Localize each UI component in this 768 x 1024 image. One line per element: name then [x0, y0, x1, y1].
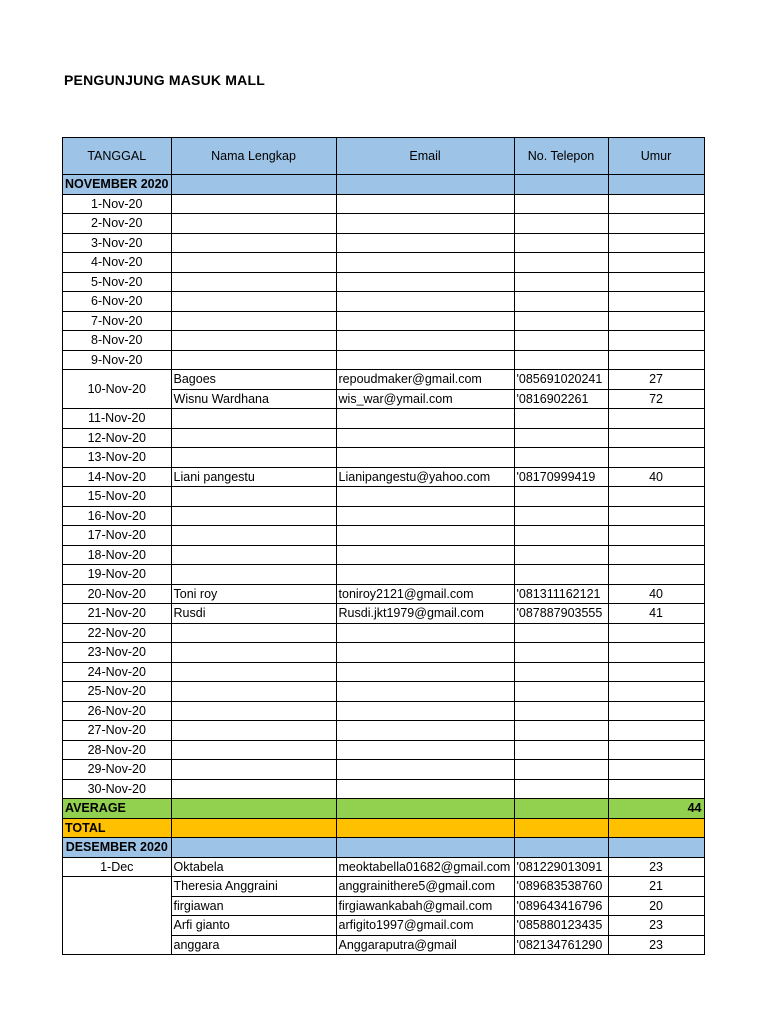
cell-empty	[336, 565, 514, 585]
cell-empty	[171, 545, 336, 565]
table-row	[63, 331, 705, 351]
visitor-age: 41	[608, 604, 704, 624]
cell-empty	[608, 175, 704, 195]
cell-empty	[336, 623, 514, 643]
cell-empty	[514, 350, 608, 370]
date-cell: 6-Nov-20	[63, 292, 172, 312]
cell-empty	[608, 818, 704, 838]
header-no-telepon: No. Telepon	[514, 138, 608, 175]
date-cell: 1-Nov-20	[63, 194, 172, 214]
cell-empty	[171, 175, 336, 195]
total-label: TOTAL	[63, 818, 172, 838]
cell-empty	[336, 701, 514, 721]
visitor-name: anggara	[171, 935, 336, 955]
cell-empty	[608, 682, 704, 702]
cell-empty	[514, 779, 608, 799]
date-cell: 20-Nov-20	[63, 584, 172, 604]
cell-empty	[336, 350, 514, 370]
cell-empty	[336, 506, 514, 526]
date-cell: 12-Nov-20	[63, 428, 172, 448]
cell-empty	[336, 233, 514, 253]
table-row	[63, 604, 705, 624]
cell-empty	[608, 545, 704, 565]
date-cell: 29-Nov-20	[63, 760, 172, 780]
cell-empty	[608, 331, 704, 351]
cell-empty	[171, 643, 336, 663]
cell-empty	[336, 740, 514, 760]
table-row	[63, 428, 705, 448]
table-row	[63, 545, 705, 565]
cell-empty	[514, 526, 608, 546]
cell-empty	[608, 292, 704, 312]
table-header-row	[63, 138, 705, 175]
average-row	[63, 799, 705, 819]
header-tanggal: TANGGAL	[63, 138, 172, 175]
total-row	[63, 818, 705, 838]
cell-empty	[336, 760, 514, 780]
cell-empty	[336, 487, 514, 507]
cell-empty	[336, 428, 514, 448]
cell-empty	[608, 487, 704, 507]
page-title: PENGUNJUNG MASUK MALL	[64, 72, 265, 88]
table-row	[63, 877, 705, 897]
visitor-age: 40	[608, 584, 704, 604]
cell-empty	[171, 701, 336, 721]
cell-empty	[171, 760, 336, 780]
cell-empty	[608, 272, 704, 292]
cell-empty	[608, 428, 704, 448]
visitor-age: 23	[608, 916, 704, 936]
table-row	[63, 662, 705, 682]
cell-empty	[514, 233, 608, 253]
date-cell: 13-Nov-20	[63, 448, 172, 468]
cell-empty	[171, 682, 336, 702]
date-cell: 27-Nov-20	[63, 721, 172, 741]
table-row	[63, 214, 705, 234]
table-row	[63, 292, 705, 312]
table-row	[63, 584, 705, 604]
cell-empty	[608, 721, 704, 741]
cell-empty	[336, 448, 514, 468]
cell-empty	[171, 311, 336, 331]
table-row	[63, 272, 705, 292]
table-row	[63, 409, 705, 429]
cell-empty	[171, 292, 336, 312]
cell-empty	[336, 253, 514, 273]
table-row	[63, 779, 705, 799]
cell-empty	[63, 877, 172, 955]
cell-empty	[608, 662, 704, 682]
average-label: AVERAGE	[63, 799, 172, 819]
visitor-email: Anggaraputra@gmail	[336, 935, 514, 955]
cell-empty	[514, 331, 608, 351]
visitor-email: Lianipangestu@yahoo.com	[336, 467, 514, 487]
table-row	[63, 740, 705, 760]
cell-empty	[171, 506, 336, 526]
cell-empty	[514, 428, 608, 448]
cell-empty	[336, 526, 514, 546]
cell-empty	[514, 311, 608, 331]
cell-empty	[171, 721, 336, 741]
cell-empty	[608, 623, 704, 643]
date-cell: 2-Nov-20	[63, 214, 172, 234]
table-row	[63, 467, 705, 487]
date-cell: 8-Nov-20	[63, 331, 172, 351]
visitor-phone: '089683538760	[514, 877, 608, 897]
cell-empty	[514, 643, 608, 663]
table-row	[63, 565, 705, 585]
cell-empty	[608, 779, 704, 799]
cell-empty	[514, 838, 608, 858]
date-cell: 4-Nov-20	[63, 253, 172, 273]
cell-empty	[514, 623, 608, 643]
visitor-name: Toni roy	[171, 584, 336, 604]
cell-empty	[608, 701, 704, 721]
visitor-phone: '089643416796	[514, 896, 608, 916]
visitor-phone: '085691020241	[514, 370, 608, 390]
date-cell: 3-Nov-20	[63, 233, 172, 253]
visitor-email: toniroy2121@gmail.com	[336, 584, 514, 604]
date-cell: 16-Nov-20	[63, 506, 172, 526]
cell-empty	[336, 331, 514, 351]
table-row	[63, 506, 705, 526]
visitor-email: anggrainithere5@gmail.com	[336, 877, 514, 897]
cell-empty	[171, 194, 336, 214]
cell-empty	[514, 701, 608, 721]
cell-empty	[171, 253, 336, 273]
cell-empty	[336, 311, 514, 331]
cell-empty	[608, 526, 704, 546]
cell-empty	[336, 409, 514, 429]
visitor-email: Rusdi.jkt1979@gmail.com	[336, 604, 514, 624]
date-cell: 1-Dec	[63, 857, 172, 877]
table-row	[63, 760, 705, 780]
cell-empty	[514, 565, 608, 585]
visitor-name: Liani pangestu	[171, 467, 336, 487]
cell-empty	[171, 448, 336, 468]
date-cell: 23-Nov-20	[63, 643, 172, 663]
cell-empty	[514, 506, 608, 526]
table-row	[63, 194, 705, 214]
cell-empty	[336, 721, 514, 741]
cell-empty	[608, 311, 704, 331]
cell-empty	[336, 682, 514, 702]
visitor-email: firgiawankabah@gmail.com	[336, 896, 514, 916]
table-row	[63, 682, 705, 702]
date-cell: 7-Nov-20	[63, 311, 172, 331]
date-cell: 9-Nov-20	[63, 350, 172, 370]
cell-empty	[171, 565, 336, 585]
date-cell: 15-Nov-20	[63, 487, 172, 507]
date-cell: 5-Nov-20	[63, 272, 172, 292]
visitor-phone: '085880123435	[514, 916, 608, 936]
date-cell: 24-Nov-20	[63, 662, 172, 682]
table-row	[63, 448, 705, 468]
cell-empty	[608, 194, 704, 214]
visitor-age: 20	[608, 896, 704, 916]
visitor-name: Arfi gianto	[171, 916, 336, 936]
cell-empty	[336, 643, 514, 663]
visitor-phone: '081311162121	[514, 584, 608, 604]
cell-empty	[336, 818, 514, 838]
visitor-email: arfigito1997@gmail.com	[336, 916, 514, 936]
visitor-age: 27	[608, 370, 704, 390]
cell-empty	[514, 409, 608, 429]
section-row-desember	[63, 838, 705, 858]
cell-empty	[608, 350, 704, 370]
cell-empty	[514, 662, 608, 682]
cell-empty	[171, 233, 336, 253]
visitor-table	[62, 137, 705, 955]
cell-empty	[514, 545, 608, 565]
date-cell: 17-Nov-20	[63, 526, 172, 546]
cell-empty	[171, 272, 336, 292]
cell-empty	[171, 428, 336, 448]
cell-empty	[514, 272, 608, 292]
average-value: 44	[608, 799, 704, 819]
cell-empty	[336, 799, 514, 819]
table-row	[63, 721, 705, 741]
cell-empty	[514, 760, 608, 780]
cell-empty	[171, 526, 336, 546]
date-cell: 19-Nov-20	[63, 565, 172, 585]
cell-empty	[514, 448, 608, 468]
cell-empty	[336, 545, 514, 565]
cell-empty	[336, 194, 514, 214]
cell-empty	[171, 409, 336, 429]
visitor-email: repoudmaker@gmail.com	[336, 370, 514, 390]
header-umur: Umur	[608, 138, 704, 175]
visitor-phone: '08170999419	[514, 467, 608, 487]
cell-empty	[336, 214, 514, 234]
visitor-age: 23	[608, 935, 704, 955]
date-cell: 11-Nov-20	[63, 409, 172, 429]
date-cell: 26-Nov-20	[63, 701, 172, 721]
cell-empty	[514, 253, 608, 273]
header-nama-lengkap: Nama Lengkap	[171, 138, 336, 175]
table-row	[63, 701, 705, 721]
table-row	[63, 350, 705, 370]
cell-empty	[171, 779, 336, 799]
cell-empty	[336, 779, 514, 799]
table-row	[63, 311, 705, 331]
cell-empty	[608, 409, 704, 429]
visitor-name: Theresia Anggraini	[171, 877, 336, 897]
visitor-phone: '081229013091	[514, 857, 608, 877]
cell-empty	[171, 818, 336, 838]
cell-empty	[171, 623, 336, 643]
date-cell: 10-Nov-20	[63, 370, 172, 409]
cell-empty	[608, 448, 704, 468]
date-cell: 25-Nov-20	[63, 682, 172, 702]
cell-empty	[514, 682, 608, 702]
cell-empty	[608, 214, 704, 234]
table-row	[63, 623, 705, 643]
cell-empty	[514, 721, 608, 741]
section-row-november	[63, 175, 705, 195]
cell-empty	[514, 799, 608, 819]
cell-empty	[336, 292, 514, 312]
cell-empty	[171, 331, 336, 351]
cell-empty	[608, 506, 704, 526]
visitor-name: Bagoes	[171, 370, 336, 390]
cell-empty	[514, 818, 608, 838]
table-row	[63, 526, 705, 546]
cell-empty	[171, 799, 336, 819]
cell-empty	[608, 565, 704, 585]
date-cell: 21-Nov-20	[63, 604, 172, 624]
cell-empty	[608, 760, 704, 780]
cell-empty	[336, 662, 514, 682]
cell-empty	[514, 487, 608, 507]
cell-empty	[171, 838, 336, 858]
date-cell: 18-Nov-20	[63, 545, 172, 565]
cell-empty	[608, 838, 704, 858]
cell-empty	[608, 233, 704, 253]
table-row	[63, 857, 705, 877]
cell-empty	[171, 350, 336, 370]
date-cell: 28-Nov-20	[63, 740, 172, 760]
cell-empty	[514, 214, 608, 234]
table-row	[63, 370, 705, 390]
cell-empty	[608, 740, 704, 760]
date-cell: 14-Nov-20	[63, 467, 172, 487]
cell-empty	[171, 487, 336, 507]
header-email: Email	[336, 138, 514, 175]
visitor-age: 21	[608, 877, 704, 897]
cell-empty	[171, 662, 336, 682]
section-label: DESEMBER 2020	[63, 838, 172, 858]
table-row	[63, 253, 705, 273]
visitor-phone: '087887903555	[514, 604, 608, 624]
cell-empty	[514, 194, 608, 214]
visitor-name: Oktabela	[171, 857, 336, 877]
section-label: NOVEMBER 2020	[63, 175, 172, 195]
date-cell: 30-Nov-20	[63, 779, 172, 799]
cell-empty	[171, 740, 336, 760]
cell-empty	[336, 175, 514, 195]
visitor-name: Wisnu Wardhana	[171, 389, 336, 409]
table-row	[63, 233, 705, 253]
date-cell: 22-Nov-20	[63, 623, 172, 643]
cell-empty	[608, 643, 704, 663]
cell-empty	[514, 292, 608, 312]
cell-empty	[171, 214, 336, 234]
cell-empty	[514, 740, 608, 760]
visitor-email: meoktabella01682@gmail.com	[336, 857, 514, 877]
table-row	[63, 643, 705, 663]
table-row	[63, 487, 705, 507]
visitor-name: Rusdi	[171, 604, 336, 624]
visitor-age: 40	[608, 467, 704, 487]
visitor-phone: '0816902261	[514, 389, 608, 409]
cell-empty	[608, 253, 704, 273]
visitor-age: 23	[608, 857, 704, 877]
visitor-name: firgiawan	[171, 896, 336, 916]
visitor-email: wis_war@ymail.com	[336, 389, 514, 409]
cell-empty	[514, 175, 608, 195]
cell-empty	[336, 838, 514, 858]
visitor-phone: '082134761290	[514, 935, 608, 955]
visitor-age: 72	[608, 389, 704, 409]
cell-empty	[336, 272, 514, 292]
